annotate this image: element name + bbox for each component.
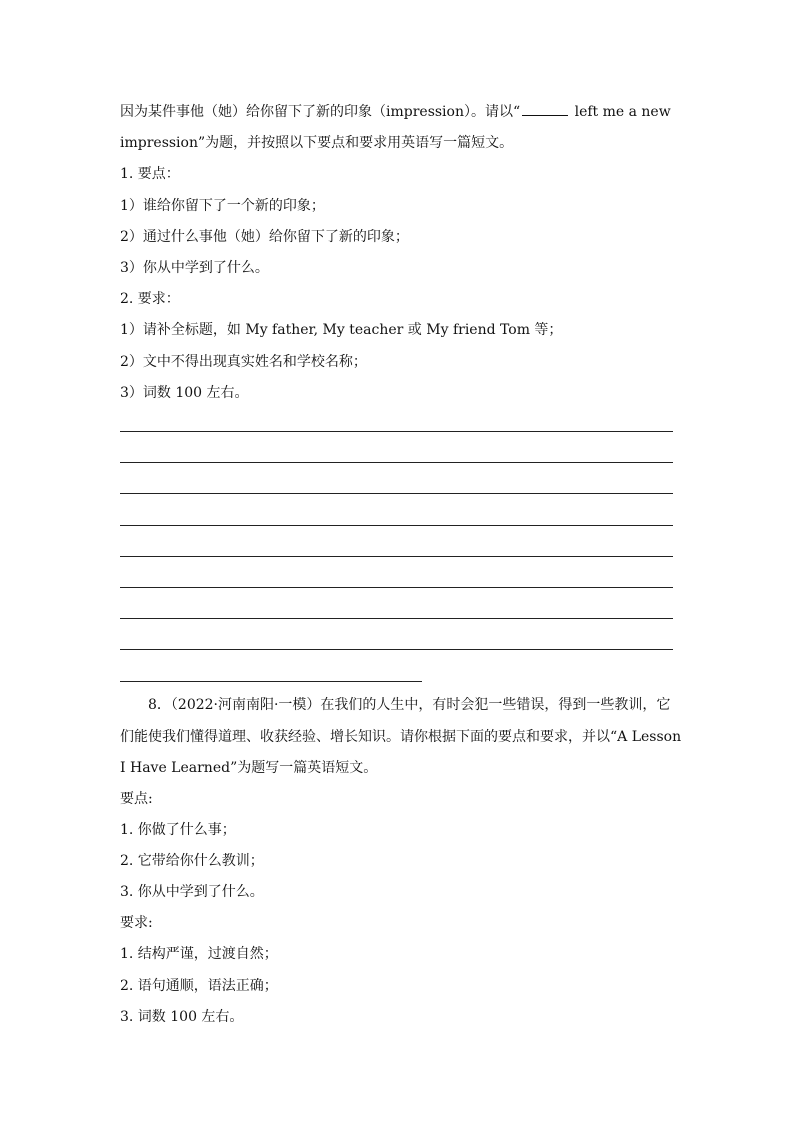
task8-point-3: 3. 你从中学到了什么。 — [120, 884, 264, 900]
writing-line — [120, 556, 673, 557]
writing-line — [120, 587, 673, 588]
task7-intro-suffix: left me a new — [570, 104, 671, 120]
task7-point-2: 2）通过什么事他（她）给你留下了新的印象； — [120, 229, 409, 245]
task8-point-1: 1. 你做了什么事； — [120, 822, 236, 838]
task8-line3: I Have Learned”为题写一篇英语短文。 — [120, 760, 378, 776]
task7-intro-line2: impression”为题，并按照以下要点和要求用英语写一篇短文。 — [120, 135, 514, 151]
task7-requirements-heading: 2. 要求： — [120, 291, 180, 307]
task7-requirement-1: 1）请补全标题，如 My father, My teacher 或 My friend Tom 等； — [120, 322, 563, 338]
writing-line — [120, 649, 673, 650]
task8-points-heading: 要点: — [120, 791, 153, 807]
task7-requirement-3: 3）词数 100 左右。 — [120, 385, 249, 401]
task7-intro-line1 — [120, 102, 680, 122]
task7-point-1: 1）谁给你留下了一个新的印象； — [120, 198, 325, 214]
task7-points-heading: 1. 要点： — [120, 166, 180, 182]
writing-line — [120, 462, 673, 463]
writing-line-short — [120, 681, 422, 682]
task8-requirement-2: 2. 语句通顺，语法正确； — [120, 978, 278, 994]
task7-point-3: 3）你从中学到了什么。 — [120, 260, 269, 276]
task8-requirement-1: 1. 结构严谨，过渡自然； — [120, 946, 278, 962]
task8-point-2: 2. 它带给你什么教训； — [120, 853, 264, 869]
task8-requirement-3: 3. 词数 100 左右。 — [120, 1009, 244, 1025]
writing-line — [120, 493, 673, 494]
task7-requirement-2: 2）文中不得出现真实姓名和学校名称； — [120, 354, 367, 370]
writing-line — [120, 525, 673, 526]
task8-requirements-heading: 要求: — [120, 915, 153, 931]
writing-line — [120, 431, 673, 432]
task8-line2: 们能使我们懂得道理、收获经验、增长知识。请你根据下面的要点和要求，并以“A Lesson — [120, 729, 682, 745]
title-blank — [522, 103, 568, 116]
task7-intro-prefix: 因为某件事他（她）给你留下了新的印象（impression）。请以“ — [120, 104, 521, 120]
writing-line — [120, 618, 673, 619]
task8-line1: 8．（2022·河南南阳·一模）在我们的人生中，有时会犯一些错误，得到一些教训，它 — [148, 697, 671, 713]
